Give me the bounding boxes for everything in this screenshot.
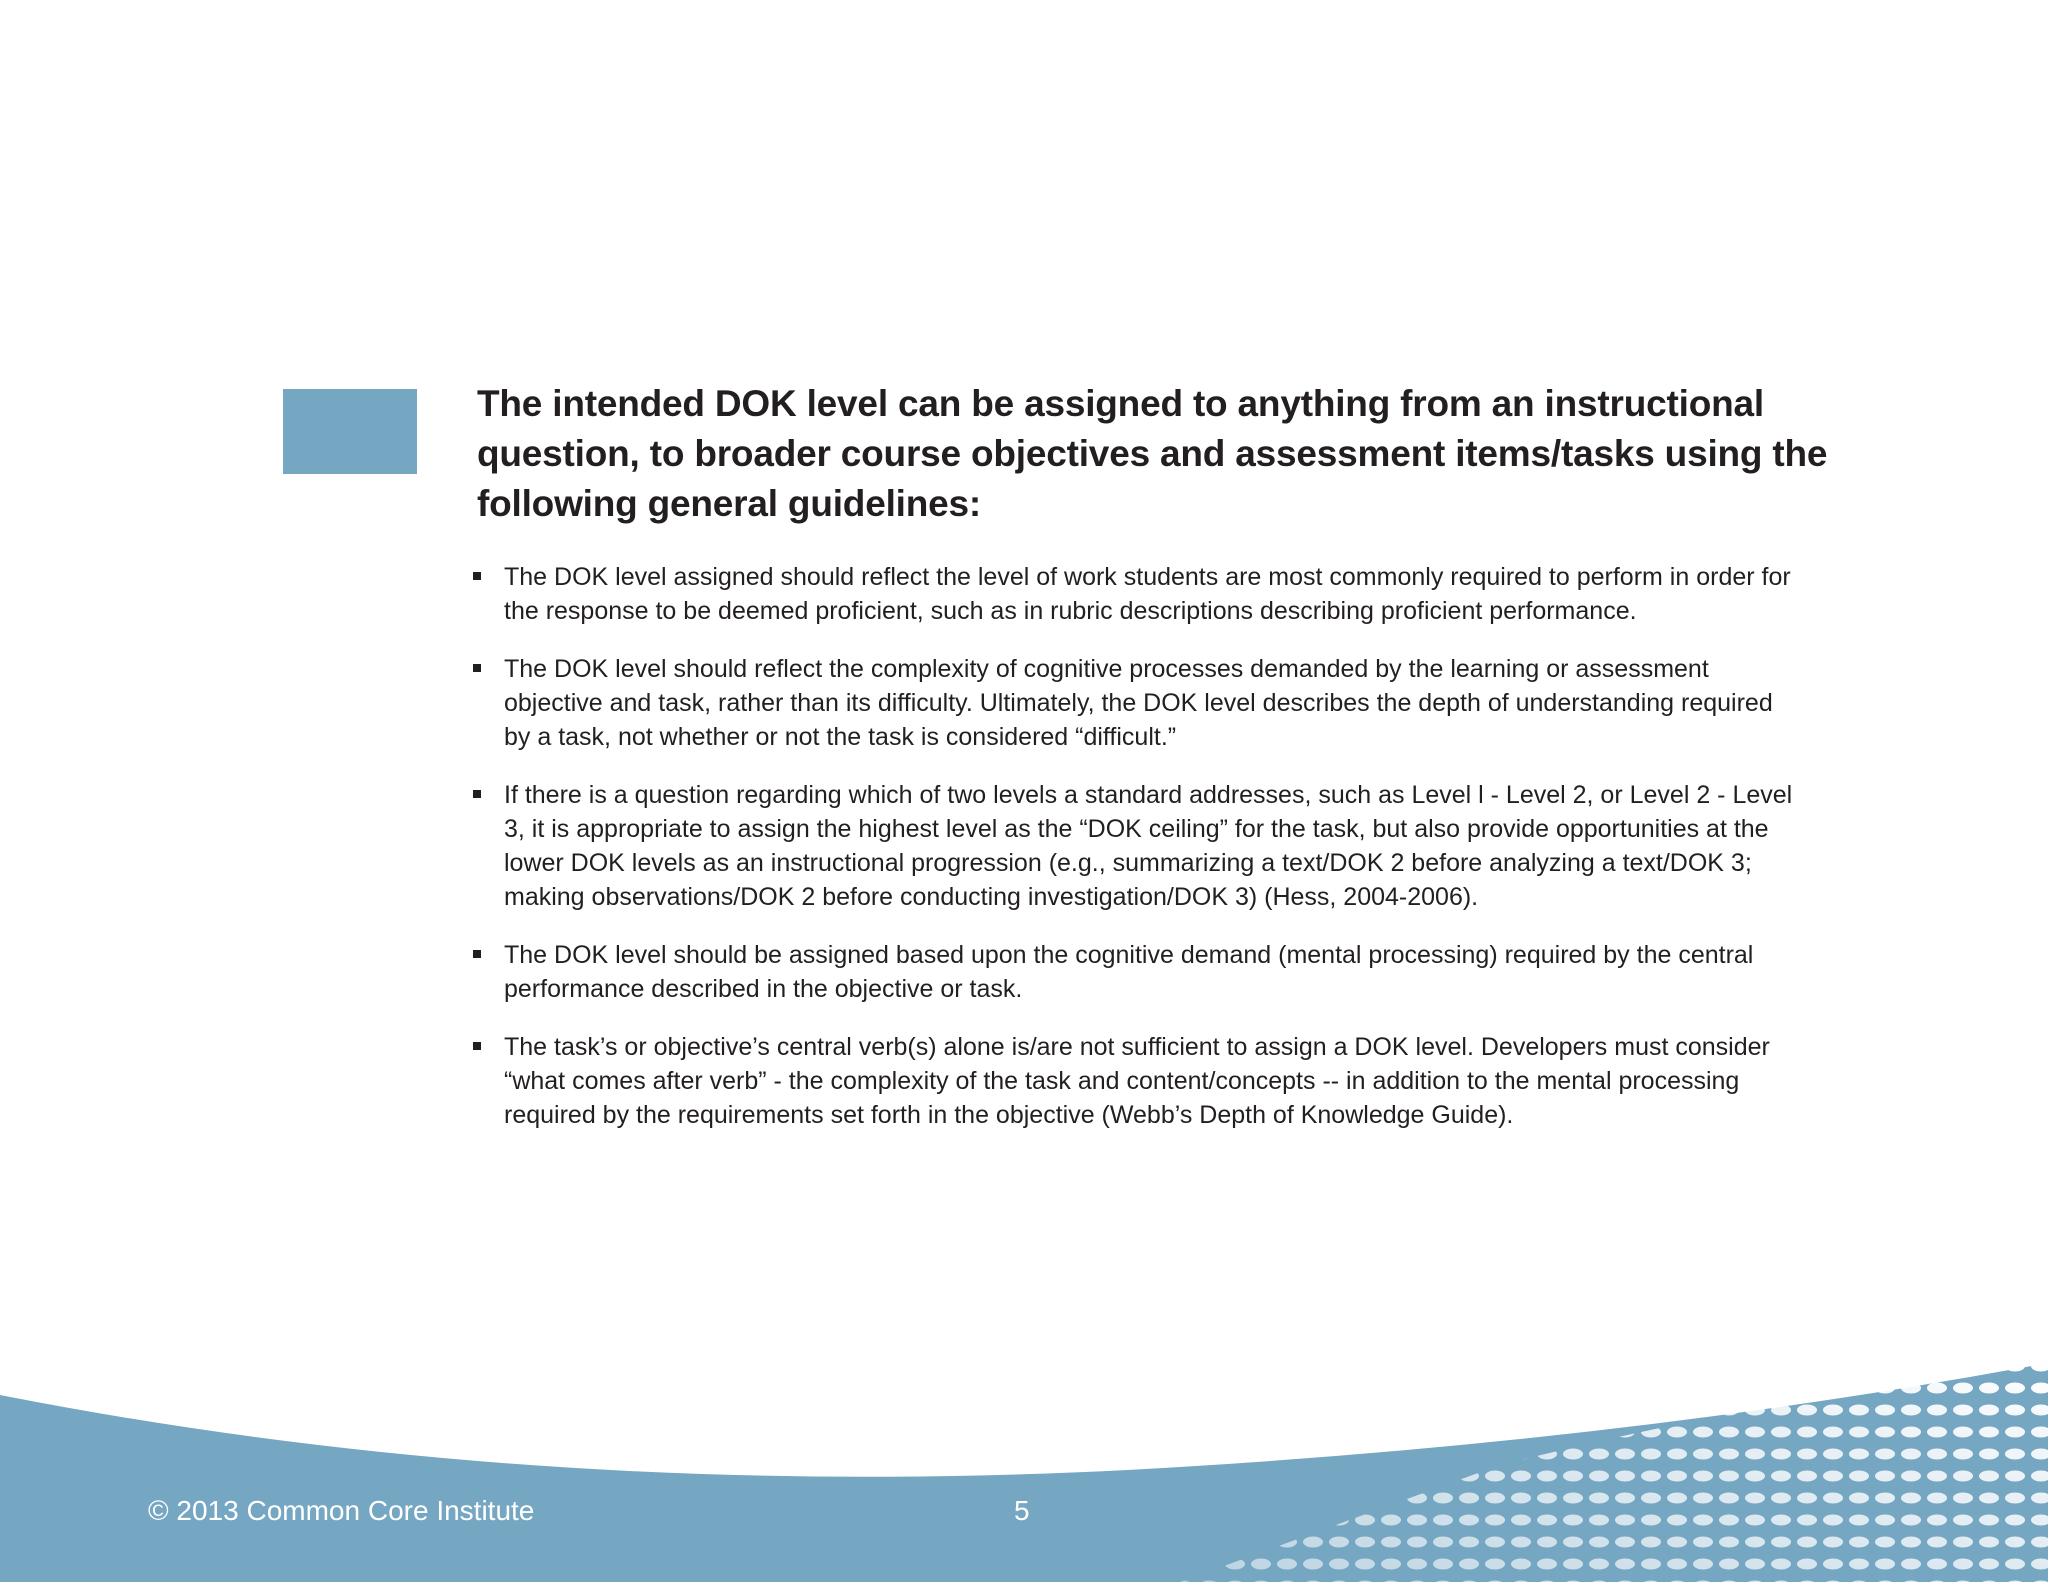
guideline-text: The DOK level assigned should reflect the level of work students are most commonly required to perform in order for the response to be deemed proficient, such as in rubric descriptions describing proficient performance.: [504, 563, 1791, 625]
bullet-square-icon: [473, 1042, 481, 1050]
bullet-square-icon: [473, 664, 481, 672]
bullet-square-icon: [473, 790, 481, 798]
accent-block: [283, 389, 417, 474]
list-item: [470, 652, 1800, 754]
page-number: 5: [1014, 1495, 1030, 1526]
guideline-text: If there is a question regarding which of two levels a standard addresses, such as Level l - Level 2, or Level 2 - Level 3, it is appropriate to assign the highest level as the “DOK ceiling” for the task, but also provide opportunities at the lower DOK levels as an instructional progression (e.g., summarizing a text/DOK 2 before analyzing a text/DOK 3; making observations/DOK 2 before conducting investigation/DOK 3) (Hess, 2004-2006).: [504, 781, 1793, 911]
list-item: [470, 778, 1800, 914]
bullet-square-icon: [473, 572, 481, 580]
page-heading: The intended DOK level can be assigned to anything from an instructional question, to broader course objectives and assessment items/tasks using the following general guidelines:: [477, 383, 1828, 524]
footer-band: [0, 1355, 2048, 1582]
footer-copyright: © 2013 Common Core Institute: [148, 1495, 535, 1526]
guideline-text: The task’s or objective’s central verb(s) alone is/are not sufficient to assign a DOK level. Developers must consider “what comes after verb” - the complexity of the task and content/concepts -- in addition to the mental processing required by the requirements set forth in the objective (Webb’s Depth of Knowledge Guide).: [504, 1033, 1770, 1129]
bullet-square-icon: [473, 950, 481, 958]
guideline-text: The DOK level should reflect the complexity of cognitive processes demanded by the learning or assessment objective and task, rather than its difficulty. Ultimately, the DOK level describes the depth of understanding required by a task, not whether or not the task is considered “difficult.”: [504, 655, 1773, 751]
list-item: [470, 938, 1800, 1006]
list-item: [470, 1030, 1800, 1132]
list-item: [470, 560, 1800, 628]
guideline-text: The DOK level should be assigned based upon the cognitive demand (mental processing) required by the central performance described in the objective or task.: [504, 941, 1754, 1003]
guidelines-list: [470, 560, 1800, 1132]
